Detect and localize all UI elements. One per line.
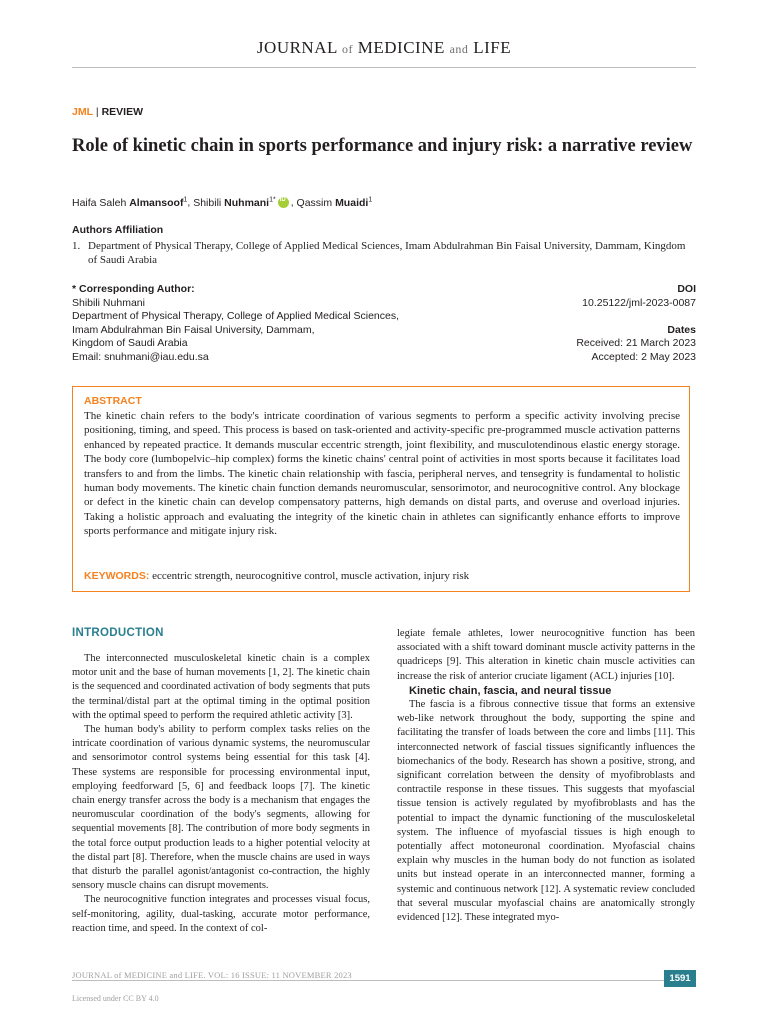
received-date: Received: 21 March 2023 bbox=[576, 337, 696, 349]
article-type-tag bbox=[72, 106, 143, 118]
affiliation-item bbox=[72, 239, 692, 267]
keywords bbox=[84, 570, 680, 582]
page-number: 1591 bbox=[664, 970, 696, 987]
corresponding-line: Shibili Nuhmani bbox=[72, 296, 145, 309]
orcid-icon[interactable] bbox=[278, 197, 289, 208]
affiliation-heading: Authors Affiliation bbox=[72, 224, 164, 236]
body-paragraph: The neurocognitive function integrates and processes visual focus, self-monitoring, agility, dual-tasking, accurate motor performance, reaction time, and speed. In the context of col- bbox=[72, 894, 370, 934]
author: Haifa Saleh Almansoof$^1$ bbox=[72, 196, 188, 209]
body-paragraph: legiate female athletes, lower neurocognitive function has been associated with a shift toward dominant muscle activity patterns in the quadriceps [9]. This alteration in kinetic chain muscle activities can increase the risk of anterior cruciate ligament (ACL) injuries [10]. bbox=[397, 628, 695, 682]
accepted-date: Accepted: 2 May 2023 bbox=[591, 350, 696, 363]
jml-label: JML bbox=[72, 106, 93, 118]
journal-name-part: JOURNAL bbox=[256, 38, 338, 57]
dates-label: Dates bbox=[667, 323, 696, 336]
article-title: Role of kinetic chain in sports performance and injury risk: a narrative review bbox=[72, 136, 693, 156]
author: Shibili Nuhmani$^{1*}$ bbox=[193, 196, 276, 209]
keywords-label: KEYWORDS: bbox=[84, 570, 150, 582]
affiliation-number: 1. bbox=[72, 240, 81, 252]
author-list: Haifa Saleh Almansoof$^1$, Shibili Nuhmani$^{1*}$iD , Qassim Muaidi$^1$ bbox=[72, 196, 372, 209]
journal-name-part: MEDICINE bbox=[357, 38, 445, 57]
corresponding-author bbox=[72, 283, 432, 364]
corresponding-line: Department of Physical Therapy, College of Applied Medical Sciences, bbox=[72, 310, 400, 322]
body-column-left bbox=[72, 652, 370, 936]
abstract-text: The kinetic chain refers to the body's intricate coordination of various segments to perform a specific activity involving precise positioning, timing, and speed. This process is based on task-oriented and activity-specific pre-programmed muscle activation patterns enhanced by repeated practice. It demands muscular eccentric strength, joint flexibility, and musculotendinous elastic energy storage. The body core (lumbopelvic–hip complex) forms the kinetic chains' central point of activities in most sports because it facilitates load transfers to and from the limbs. The kinetic chain relationship with fascia, peripheral nerves, and tensegrity is fundamental to holistic human body movements. The kinetic chain function demands neuromuscular, sensorimotor, and neurocognitive control. Any blockage or defect in the kinetic chain can develop compensatory patterns, high demands on distal parts, and overuse and overload injuries. Taking a holistic approach and evaluating the integrity of the kinetic chain in athletes can significantly enhance efforts to improve sports performance and mitigate injury risk. bbox=[84, 410, 680, 538]
body-column-right bbox=[397, 627, 695, 925]
article-type: REVIEW bbox=[101, 106, 143, 118]
keywords-text: eccentric strength, neurocognitive control, muscle activation, injury risk bbox=[149, 570, 470, 582]
journal-name-part: of bbox=[342, 42, 353, 56]
corresponding-line: Imam Abdulrahman Bin Faisal University, Dammam, bbox=[72, 323, 315, 336]
journal-header bbox=[0, 38, 768, 58]
journal-name-part: and bbox=[449, 42, 469, 56]
body-paragraph: The fascia is a fibrous connective tissue that forms an extensive web-like network throughout the body, supporting the spine and facilitating the transfer of loads between the core and limbs [11]. This interconnected network of fascial tissues significantly influences the biomechanics of the body. Research has shown a positive, strong, and significant correlation between the density of myofibroblasts and contractile response in these tissues. This suggests that myofascial tissue tension is actively regulated by myofibroblasts and has the potential to impact the dynamic functioning of the musculoskeletal system. The influence of myofascial tissues is high enough to potentially affect motoneuronal coordination. Myofascial chains explain why muscles in the human body do not function as isolated units but instead operate in an interconnected manner, forming a systemic and continuous network [12]. A systematic review concluded that several muscular myofascial chains are anatomically strongly evidenced [12]. These integrated myo- bbox=[397, 699, 695, 924]
license-note[interactable]: Licensed under CC BY 4.0 bbox=[72, 994, 159, 1003]
author: Qassim Muaidi$^1$ bbox=[296, 196, 373, 209]
footer-divider bbox=[72, 980, 664, 981]
doi-label: DOI bbox=[677, 283, 696, 295]
affiliation-text: Department of Physical Therapy, College of Applied Medical Sciences, Imam Abdulrahman Bin Faisal University, Dammam, Kingdom of Saudi Arabia bbox=[88, 240, 686, 266]
body-paragraph: The human body's ability to perform complex tasks relies on the intricate coordination of various dynamic systems, the neuromuscular and sensorimotor control systems being essential for this task [4]. These systems are responsible for processing environmental input, employing feedforward [5, 6] and feedback loops [7]. The kinetic chain energy transfer across the body is a mechanism that engages the neuromuscular coordination of the body's segments, allowing for sequential movements [8]. The contribution of more body segments in the total force output production leads to a higher potential velocity at the distal part [8]. Therefore, when the muscle chains are used in ways that disturb the parallel agonist/antagonist co-contraction, the highly sensory muscle chains can disrupt movements. bbox=[72, 724, 370, 892]
tag-separator: | bbox=[93, 106, 102, 118]
corresponding-email[interactable]: Email: snuhmani@iau.edu.sa bbox=[72, 350, 209, 363]
corresponding-line: Kingdom of Saudi Arabia bbox=[72, 337, 188, 349]
corresponding-heading: * Corresponding Author: bbox=[72, 283, 195, 295]
header-divider bbox=[72, 67, 696, 68]
subsection-heading: Kinetic chain, fascia, and neural tissue bbox=[409, 684, 612, 697]
body-paragraph: The interconnected musculoskeletal kinetic chain is a complex motor unit and the base of human movements [1, 2]. The kinetic chain is the sequenced and coordinated activation of body segments that puts the terminal/distal part at the optimal timing in the optimal position with the optimal speed to perform the required athletic activity [3]. bbox=[72, 653, 371, 721]
doi-value[interactable]: 10.25122/jml-2023-0087 bbox=[582, 296, 696, 309]
journal-name-part: LIFE bbox=[473, 38, 512, 57]
section-heading-introduction: INTRODUCTION bbox=[72, 627, 164, 639]
abstract-heading: ABSTRACT bbox=[84, 395, 142, 407]
article-meta bbox=[436, 283, 696, 364]
footer-citation: JOURNAL of MEDICINE and LIFE. VOL: 16 ISSUE: 11 NOVEMBER 2023 bbox=[72, 970, 352, 980]
